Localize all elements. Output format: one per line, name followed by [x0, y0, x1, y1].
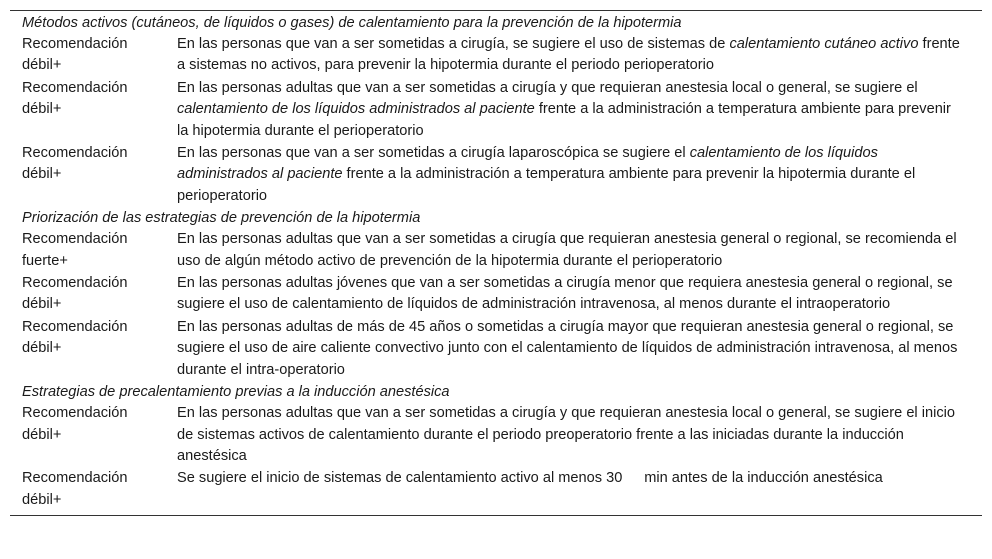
table-row [10, 229, 982, 273]
recommendation-text: En las personas adultas de más de 45 años o sometidas a cirugía mayor que requieran anestesia general o regional, se sugiere el uso de aire caliente convectivo junto con el calentamiento de líquidos de administración intravenosa, al menos durante el intra-operatorio [177, 318, 958, 378]
table-row [10, 403, 982, 468]
table-row [10, 468, 982, 512]
recommendation-text: Se sugiere el inicio de sistemas de calentamiento activo al menos 30 min antes de la inducción anestésica [177, 470, 883, 487]
recommendation-text: En las personas adultas jóvenes que van a ser sometidas a cirugía menor que requiera anestesia general o regional, se sugiere el uso de calentamiento de líquidos de administración intravenosa, al menos durante el intraoperatorio [177, 275, 953, 313]
section-title: Priorización de las estrategias de prevención de la hipotermia [22, 210, 421, 227]
recommendation-strength: Recomendación débil+ [22, 79, 128, 118]
recommendation-strength: Recomendación débil+ [22, 405, 128, 443]
table-row [10, 143, 982, 208]
table-row [10, 34, 982, 78]
table-section [10, 13, 982, 208]
recommendation-text: En las personas adultas que van a ser sometidas a cirugía y que requieran anestesia local o general, se sugiere el calentamiento de los líquidos administrados al paciente frente a la administración a temperatura ambiente para prevenir la hipotermia durante el perioperatorio [177, 79, 951, 139]
recommendation-text: En las personas adultas que van a ser sometidas a cirugía y que requieran anestesia local o general, se sugiere el inicio de sistemas activos de calentamiento durante el periodo preoperatorio frente a las iniciadas durante la inducción anestésica [177, 405, 955, 464]
section-title: Métodos activos (cutáneos, de líquidos o gases) de calentamiento para la prevención de la hipotermia [22, 15, 682, 31]
recommendations-table [10, 10, 982, 516]
recommendation-text: En las personas adultas que van a ser sometidas a cirugía que requieran anestesia general o regional, se recomienda el uso de algún método activo de prevención de la hipotermia durante el perioperatorio [177, 231, 957, 269]
recommendation-text: En las personas que van a ser sometidas a cirugía laparoscópica se sugiere el calentamiento de los líquidos administrados al paciente frente a la administración a temperatura ambiente para prevenir la hipotermia durante el perioperatorio [177, 145, 916, 204]
recommendation-strength: Recomendación débil+ [22, 470, 128, 508]
recommendation-strength: Recomendación débil+ [22, 275, 128, 313]
table-row [10, 78, 982, 143]
recommendation-text: En las personas que van a ser sometidas a cirugía, se sugiere el uso de sistemas de calentamiento cutáneo activo frente a sistemas no activos, para prevenir la hipotermia durante el periodo perioperatorio [177, 36, 960, 74]
table-section [10, 208, 982, 382]
recommendation-strength: Recomendación fuerte+ [22, 231, 128, 269]
table-section [10, 382, 982, 512]
recommendation-strength: Recomendación débil+ [22, 145, 128, 183]
table-row [10, 273, 982, 317]
section-title: Estrategias de precalentamiento previas a la inducción anestésica [22, 384, 450, 401]
recommendation-strength: Recomendación débil+ [22, 318, 128, 357]
recommendation-strength: Recomendación débil+ [22, 36, 128, 74]
table-row [10, 317, 982, 382]
